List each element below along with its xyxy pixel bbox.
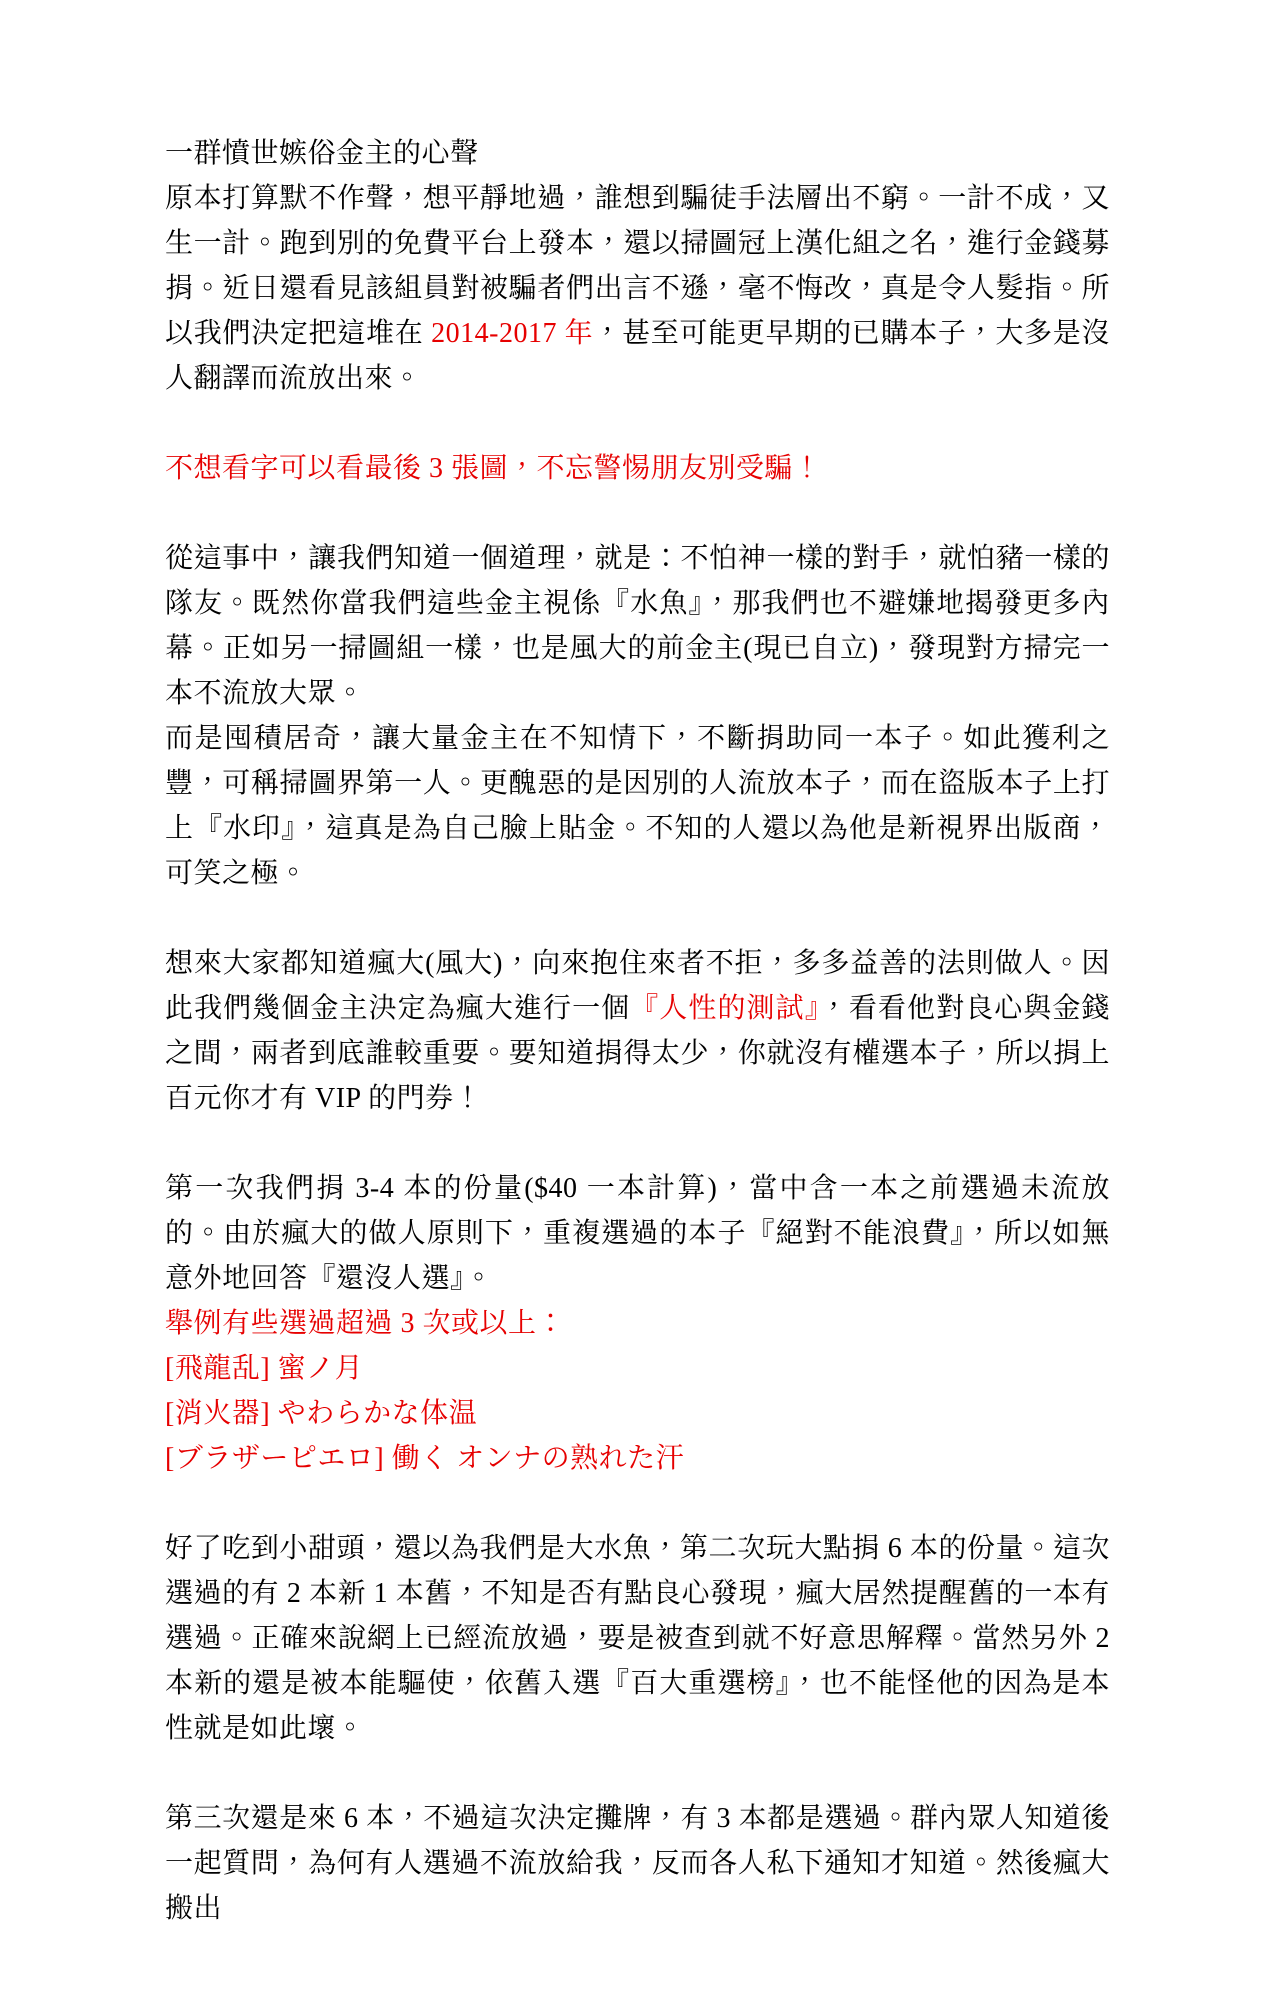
red-text-run: [ブラザーピエロ] 働く オンナの熟れた汗: [165, 1443, 685, 1474]
red-text-run: 不想看字可以看最後 3 張圖，不忘警惕朋友別受騙！: [165, 453, 822, 484]
paragraph-intro: [165, 176, 1110, 401]
paragraph-test: [165, 941, 1110, 1121]
paragraph-first-donation: [165, 1166, 1110, 1301]
title-line: [165, 131, 1110, 176]
red-text-run: [飛龍乱] 蜜ノ月: [165, 1353, 364, 1384]
text-run: ，看看他對良心與金錢之間，兩者到底誰較重要。要知道捐得太少，你就沒有權選本子，所以捐上百元你才有 VIP 的門券！: [165, 993, 1110, 1114]
text-run: 而是囤積居奇，讓大量金主在不知情下，不斷捐助同一本子。如此獲利之豐，可稱掃圖界第一人。更醜惡的是因別的人流放本子，而在盜版本子上打上『水印』，這真是為自己臉上貼金。不知的人還以為他是新視界出版商，可笑之極。: [165, 723, 1110, 889]
red-text-run: 舉例有些選過超過 3 次或以上：: [165, 1308, 566, 1339]
text-run: 原本打算默不作聲，想平靜地過，誰想到騙徒手法層出不窮。一計不成，又生一計。跑到別的免費平台上發本，還以掃圖冠上漢化組之名，進行金錢募捐。近日還看見該組員對被騙者們出言不遜，毫不悔改，真是令人髮指。所以我們決定把這堆在: [165, 183, 1110, 349]
paragraph-hoarding: [165, 716, 1110, 896]
paragraph-lesson: [165, 536, 1110, 716]
document-body: [165, 131, 1110, 1931]
red-text-run: 2014-2017 年: [431, 318, 594, 349]
example-item-2: [165, 1391, 1110, 1436]
paragraph-second-donation: [165, 1526, 1110, 1751]
text-run: ，甚至可能更早期的已購本子，大多是沒人翻譯而流放出來。: [165, 318, 1110, 394]
example-item-3: [165, 1436, 1110, 1481]
text-run: 好了吃到小甜頭，還以為我們是大水魚，第二次玩大點捐 6 本的份量。這次選過的有 2 本新 1 本舊，不知是否有點良心發現，瘋大居然提醒舊的一本有選過。正確來說網上已經流放過，要是被查到就不好意思解釋。當然另外 2 本新的還是被本能驅使，依舊入選『百大重選榜』，也不能怪他的因為是本性就是如此壞。: [165, 1533, 1110, 1744]
text-run: 一群憤世嫉俗金主的心聲: [165, 138, 479, 169]
red-text-run: 『人性的測試』: [630, 993, 820, 1024]
text-run: 從這事中，讓我們知道一個道理，就是：不怕神一樣的對手，就怕豬一樣的隊友。既然你當我們這些金主視係『水魚』，那我們也不避嫌地揭發更多內幕。正如另一掃圖組一樣，也是風大的前金主(現已自立)，發現對方掃完一本不流放大眾。: [165, 543, 1110, 709]
text-run: 第三次還是來 6 本，不過這次決定攤牌，有 3 本都是選過。群內眾人知道後一起質問，為何有人選過不流放給我，反而各人私下通知才知道。然後瘋大搬出: [165, 1803, 1110, 1924]
examples-heading: [165, 1301, 1110, 1346]
warning-line: [165, 446, 1110, 491]
text-run: 第一次我們捐 3-4 本的份量($40 一本計算)，當中含一本之前選過未流放的。由於瘋大的做人原則下，重複選過的本子『絕對不能浪費』，所以如無意外地回答『還沒人選』。: [165, 1173, 1110, 1294]
text-run: 想來大家都知道瘋大(風大)，向來抱住來者不拒，多多益善的法則做人。因此我們幾個金主決定為瘋大進行一個: [165, 948, 1110, 1024]
red-text-run: [消火器] やわらかな体温: [165, 1398, 478, 1429]
paragraph-third-donation: [165, 1796, 1110, 1931]
example-item-1: [165, 1346, 1110, 1391]
